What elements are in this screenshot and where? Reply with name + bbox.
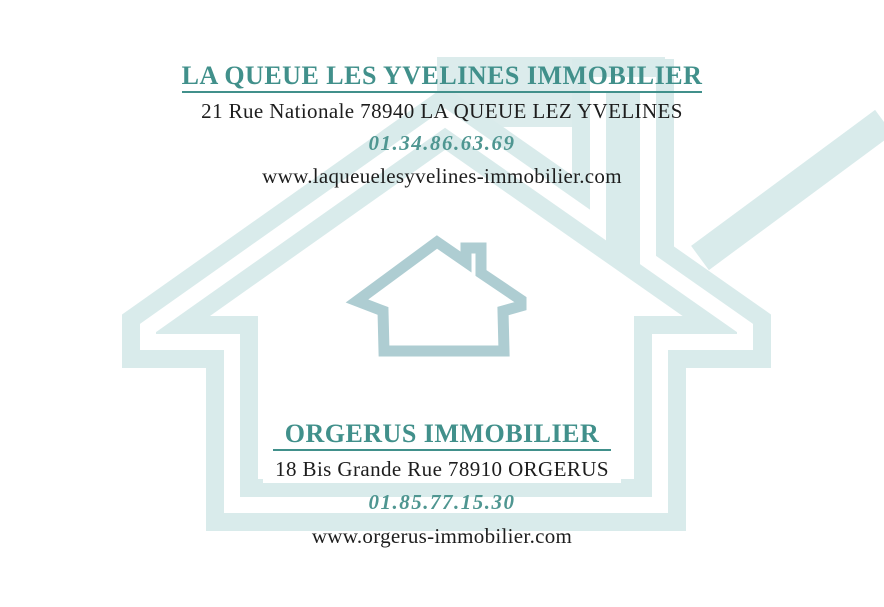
agency-2-website-text: www.orgerus-immobilier.com (311, 524, 573, 548)
agency-1-website (0, 164, 884, 189)
agency-2-address-text: 18 Bis Grande Rue 78910 ORGERUS (263, 455, 621, 483)
agency-2-title (0, 419, 884, 449)
agency-1-address (0, 99, 884, 124)
agency-2-website (0, 524, 884, 549)
agency-1-phone-text: 01.34.86.63.69 (368, 131, 516, 155)
agency-2-phone (0, 490, 884, 515)
agency-2-address (0, 457, 884, 482)
agency-1-address-text: 21 Rue Nationale 78940 LA QUEUE LEZ YVELINES (201, 99, 683, 123)
agency-2-name: ORGERUS IMMOBILIER (273, 416, 612, 451)
agency-1-name: LA QUEUE LES YVELINES IMMOBILIER (182, 61, 703, 93)
agency-2-phone-text: 01.85.77.15.30 (368, 490, 516, 514)
agency-1-phone (0, 131, 884, 156)
agency-1-website-text: www.laqueuelesyvelines-immobilier.com (262, 164, 622, 188)
agency-1-title (0, 61, 884, 91)
small-house-icon (357, 242, 521, 351)
